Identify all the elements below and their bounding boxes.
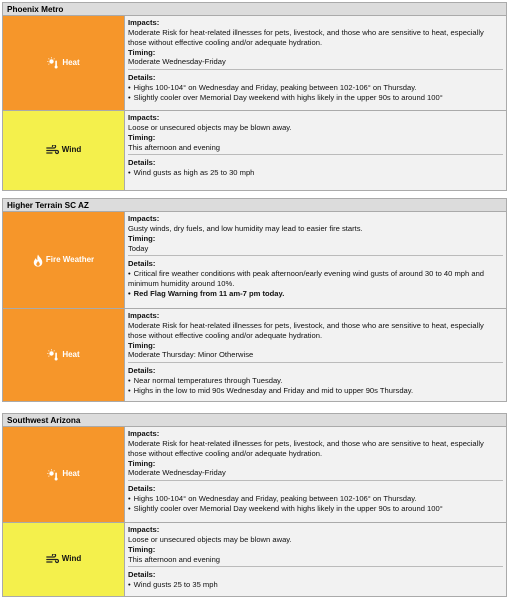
hazard-row-heat (2, 427, 507, 523)
hazard-label: Wind (61, 145, 82, 155)
hazard-info (125, 427, 506, 522)
sun-thermometer-icon (47, 349, 59, 361)
timing-label: Timing: (128, 233, 156, 243)
hazard-label: Heat (62, 57, 80, 67)
detail-item: • Highs 100-104° on Wednesday and Friday, peaking between 102-106° on Thursday. (128, 494, 503, 504)
hazard-cell (3, 212, 125, 308)
timing-label: Timing: (128, 47, 156, 57)
impacts-text: Gusty winds, dry fuels, and low humidity may lead to easier fire starts. (128, 223, 363, 233)
detail-item: • Near normal temperatures through Tuesday. (128, 376, 503, 386)
hazard-info (125, 212, 506, 308)
timing-text: Moderate Wednesday-Friday (128, 57, 226, 67)
wind-icon (46, 145, 59, 155)
details-label: Details: (128, 259, 156, 269)
hazard-info (125, 111, 506, 190)
impacts-text: Loose or unsecured objects may be blown away. (128, 534, 292, 544)
impacts-label: Impacts: (128, 429, 160, 438)
timing-label: Timing: (128, 458, 156, 468)
hazard-label: Wind (61, 554, 82, 564)
detail-item: • Wind gusts 25 to 35 mph (128, 580, 503, 590)
impacts-label: Impacts: (128, 18, 160, 27)
region-header: Higher Terrain SC AZ (2, 198, 507, 212)
details-label: Details: (128, 73, 156, 83)
details-label: Details: (128, 158, 156, 168)
red-flag-warning: • Red Flag Warning from 11 am-7 pm today. (128, 289, 503, 299)
hazard-row-heat (2, 309, 507, 402)
details-label: Details: (128, 484, 156, 494)
wind-icon (46, 554, 59, 564)
hazard-label: Heat (62, 349, 80, 359)
timing-label: Timing: (128, 340, 156, 350)
hazard-cell (3, 523, 125, 596)
timing-label: Timing: (128, 132, 156, 142)
region-header: Phoenix Metro (2, 2, 507, 16)
detail-item: • Wind gusts as high as 25 to 30 mph (128, 168, 503, 178)
impacts-label: Impacts: (128, 214, 160, 223)
timing-text: Moderate Wednesday-Friday (128, 468, 226, 478)
hazard-row-heat (2, 16, 507, 111)
hazard-label: Fire Weather (45, 254, 95, 264)
timing-text: This afternoon and evening (128, 142, 221, 152)
impacts-label: Impacts: (128, 525, 160, 534)
timing-label: Timing: (128, 544, 156, 554)
sun-thermometer-icon (47, 57, 59, 69)
sun-thermometer-icon (47, 469, 59, 481)
impacts-label: Impacts: (128, 311, 160, 320)
detail-item: • Critical fire weather conditions with peak afternoon/early evening wind gusts of around 30 to 40 mph and minimum humidity around 10%. (128, 269, 503, 289)
impacts-text: Moderate Risk for heat-related illnesses for pets, livestock, and those who are sensitive to heat, especially those without effective cooling and/or adequate hydration. (128, 27, 484, 47)
hazard-cell (3, 309, 125, 401)
hazard-cell (3, 111, 125, 190)
impacts-text: Moderate Risk for heat-related illnesses for pets, livestock, and those who are sensitive to heat, especially those without effective cooling and/or adequate hydration. (128, 320, 484, 340)
timing-text: Today (128, 243, 149, 253)
hazard-info (125, 16, 506, 110)
details-label: Details: (128, 366, 156, 376)
hazard-label: Heat (62, 469, 80, 479)
timing-text: Moderate Thursday: Minor Otherwise (128, 350, 254, 360)
detail-item: • Slightly cooler over Memorial Day weekend with highs likely in the upper 90s to around 100° (128, 93, 503, 103)
hazard-cell (3, 427, 125, 522)
hazard-row-wind (2, 111, 507, 191)
hazard-row-fire-weather (2, 212, 507, 309)
flame-icon (33, 254, 43, 267)
detail-item: • Highs in the low to mid 90s Wednesday and Friday and mid to upper 90s Thursday. (128, 386, 503, 396)
hazard-info (125, 309, 506, 401)
impacts-text: Loose or unsecured objects may be blown away. (128, 122, 292, 132)
impacts-label: Impacts: (128, 113, 160, 122)
detail-item: • Highs 100-104° on Wednesday and Friday, peaking between 102-106° on Thursday. (128, 83, 503, 93)
timing-text: This afternoon and evening (128, 554, 221, 564)
hazard-cell (3, 16, 125, 110)
region-phoenix-metro (2, 2, 507, 178)
details-label: Details: (128, 570, 156, 580)
impacts-text: Moderate Risk for heat-related illnesses for pets, livestock, and those who are sensitive to heat, especially those without effective cooling and/or adequate hydration. (128, 438, 484, 458)
hazard-info (125, 523, 506, 596)
detail-item: • Slightly cooler over Memorial Day weekend with highs likely in the upper 90s to around 100° (128, 504, 503, 514)
hazard-row-wind (2, 523, 507, 597)
region-higher-terrain-sc-az (2, 198, 507, 396)
region-southwest-arizona (2, 413, 507, 590)
region-header: Southwest Arizona (2, 413, 507, 427)
